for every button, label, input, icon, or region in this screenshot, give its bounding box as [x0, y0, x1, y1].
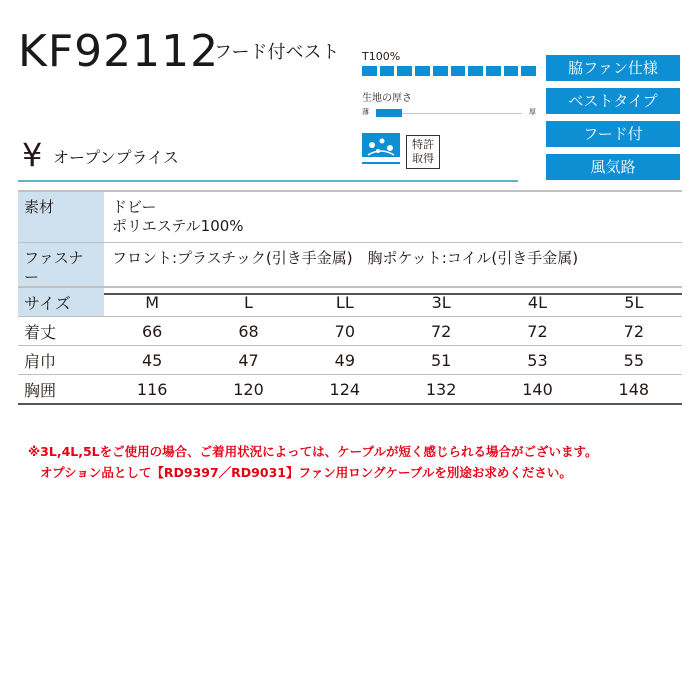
- spec-row: [18, 191, 682, 243]
- size-row-label: 肩巾: [18, 346, 104, 375]
- feature-tags: [546, 55, 680, 187]
- size-cell: 66: [104, 317, 200, 346]
- spec-value: フロント:プラスチック(引き手金属) 胸ポケット:コイル(引き手金属): [104, 243, 682, 295]
- size-header-cell: 3L: [393, 287, 489, 317]
- cable-note: ※3L,4L,5Lをご使用の場合、ご着用状況によっては、ケーブルが短く感じられる場合がございます。: [28, 444, 598, 459]
- size-cell: 140: [489, 375, 585, 405]
- size-cell: 72: [393, 317, 489, 346]
- size-header-cell: 5L: [586, 287, 682, 317]
- fabric-bar: [362, 66, 536, 76]
- spec-line: ドビー: [112, 198, 157, 216]
- thickness-fill: [376, 109, 402, 117]
- size-cell: 53: [489, 346, 585, 375]
- spec-value: [104, 191, 682, 243]
- size-cell: 72: [586, 317, 682, 346]
- size-table: [18, 286, 682, 405]
- spec-key: 素材: [18, 191, 104, 243]
- size-cell: 70: [297, 317, 393, 346]
- tag-side-fan: 脇ファン仕様: [546, 55, 680, 81]
- size-cell: 49: [297, 346, 393, 375]
- size-cell: 68: [200, 317, 296, 346]
- tag-vest-type: ベストタイプ: [546, 88, 680, 114]
- size-header-cell: M: [104, 287, 200, 317]
- yen-symbol: ¥: [22, 136, 43, 174]
- size-row: [18, 346, 682, 375]
- thickness-gauge: [362, 106, 536, 120]
- size-header-label: サイズ: [18, 287, 104, 317]
- divider: [18, 180, 518, 182]
- price-text: オープンプライス: [53, 148, 179, 167]
- size-cell: 116: [104, 375, 200, 405]
- size-header-row: [18, 287, 682, 317]
- spec-table: [18, 190, 682, 295]
- size-row: [18, 317, 682, 346]
- product-code: KF92112: [18, 26, 220, 77]
- size-cell: 148: [586, 375, 682, 405]
- size-cell: 120: [200, 375, 296, 405]
- spec-key: ファスナー: [18, 243, 104, 295]
- size-cell: 55: [586, 346, 682, 375]
- tag-hood: フード付: [546, 121, 680, 147]
- thickness-thick-label: 厚: [529, 108, 536, 116]
- size-row: [18, 375, 682, 405]
- size-cell: 72: [489, 317, 585, 346]
- size-row-label: 胸囲: [18, 375, 104, 405]
- size-header-cell: L: [200, 287, 296, 317]
- size-row-label: 着丈: [18, 317, 104, 346]
- size-cell: 51: [393, 346, 489, 375]
- fabric-label: T100%: [362, 50, 401, 63]
- option-note: オプション品として【RD9397／RD9031】ファン用ロングケーブルを別途お求めください。: [40, 465, 572, 480]
- thickness-label: 生地の厚さ: [362, 93, 412, 104]
- size-header-cell: 4L: [489, 287, 585, 317]
- size-header-cell: LL: [297, 287, 393, 317]
- patent-icon: 特許取得: [406, 135, 440, 169]
- size-cell: 124: [297, 375, 393, 405]
- size-cell: 47: [200, 346, 296, 375]
- product-name: フード付ベスト: [214, 42, 340, 63]
- size-cell: 132: [393, 375, 489, 405]
- tag-air-path: 風気路: [546, 154, 680, 180]
- water-repellent-icon: [362, 133, 400, 171]
- thickness-thin-label: 薄: [362, 108, 369, 116]
- spec-line: ポリエステル100%: [112, 217, 244, 235]
- size-cell: 45: [104, 346, 200, 375]
